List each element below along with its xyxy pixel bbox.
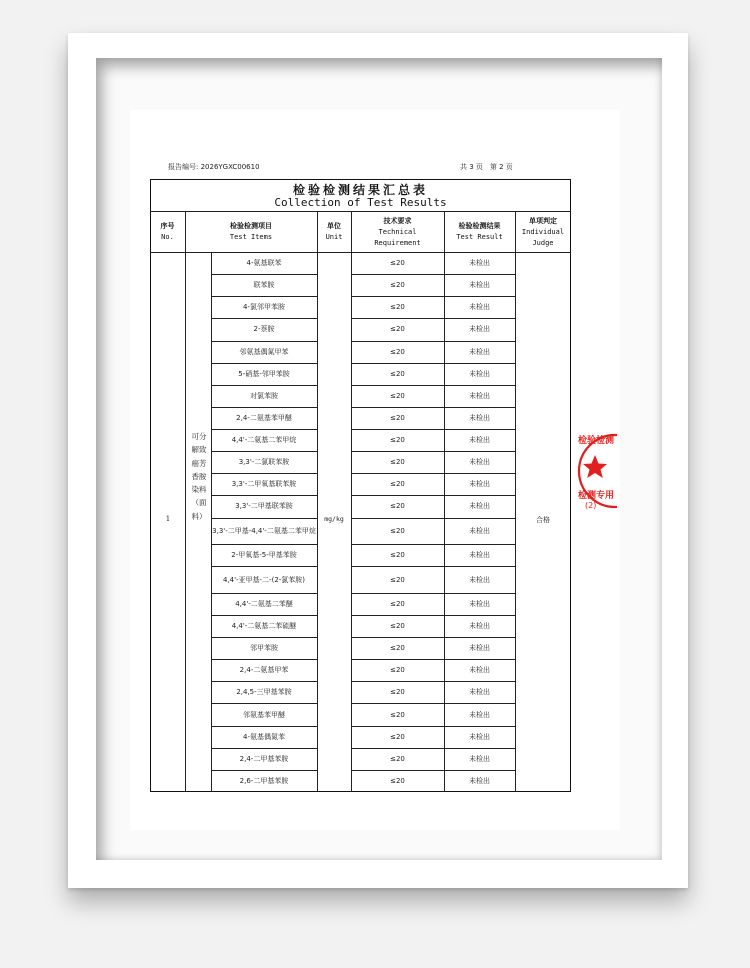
requirement-value: ≤20 bbox=[390, 575, 405, 584]
row-divider-item bbox=[211, 495, 317, 496]
test-result-value: 未检出 bbox=[469, 754, 490, 763]
test-item-name: 邻氨基偶氮甲苯 bbox=[239, 347, 289, 356]
judge-value: 合格 bbox=[536, 516, 550, 524]
row-divider-values bbox=[351, 296, 515, 297]
test-item-name: 4-氨基偶氮苯 bbox=[243, 732, 285, 741]
test-item-name: 联苯胺 bbox=[253, 281, 275, 290]
row-divider-values bbox=[351, 407, 515, 408]
test-item-name: 4,4'-二氨基二苯甲烷 bbox=[231, 436, 297, 445]
row-divider-item bbox=[211, 518, 317, 519]
header-result-en: Test Result bbox=[456, 233, 503, 241]
requirement-value: ≤20 bbox=[390, 303, 405, 312]
test-item-name: 2,4,5-三甲基苯胺 bbox=[236, 688, 292, 697]
row-divider-item bbox=[211, 296, 317, 297]
header-req-zh: 技术要求 bbox=[383, 216, 412, 225]
test-result-value: 未检出 bbox=[469, 666, 490, 675]
test-result-value: 未检出 bbox=[469, 480, 490, 489]
test-item-name: 4,4'-亚甲基-二-(2-氯苯胺) bbox=[222, 575, 306, 584]
requirement-value: ≤20 bbox=[390, 413, 405, 422]
requirement-value: ≤20 bbox=[390, 644, 405, 653]
row-divider-item bbox=[211, 726, 317, 727]
requirement-value: ≤20 bbox=[390, 754, 405, 763]
row-divider-item bbox=[211, 274, 317, 275]
test-item-name: 3,3'-二甲氧基联苯胺 bbox=[231, 480, 297, 489]
row-divider-item bbox=[211, 341, 317, 342]
category-label: 可分解致癌芳香胺染料（面料） bbox=[191, 432, 207, 521]
row-divider-values bbox=[351, 341, 515, 342]
test-result-value: 未检出 bbox=[469, 259, 490, 268]
header-result bbox=[444, 212, 515, 252]
test-item-name: 3,3'-二甲基-4,4'-二氨基二苯甲烷 bbox=[212, 526, 316, 535]
header-seq-en: No. bbox=[161, 233, 174, 241]
test-result-value: 未检出 bbox=[469, 710, 490, 719]
test-result-value: 未检出 bbox=[469, 622, 490, 631]
row-divider-values bbox=[351, 429, 515, 430]
row-divider-values bbox=[351, 726, 515, 727]
test-item-name: 5-硝基-邻甲苯胺 bbox=[238, 369, 290, 378]
row-divider-values bbox=[351, 615, 515, 616]
test-item-name: 2,4-二氨基甲苯 bbox=[239, 666, 289, 675]
test-result-value: 未检出 bbox=[469, 575, 490, 584]
row-divider-item bbox=[211, 566, 317, 567]
row-divider-values bbox=[351, 473, 515, 474]
test-result-value: 未检出 bbox=[469, 599, 490, 608]
test-result-value: 未检出 bbox=[469, 303, 490, 312]
row-divider-item bbox=[211, 318, 317, 319]
header-item bbox=[185, 212, 317, 252]
row-divider-values bbox=[351, 637, 515, 638]
requirement-value: ≤20 bbox=[390, 710, 405, 719]
row-divider-item bbox=[211, 681, 317, 682]
row-divider-item bbox=[211, 703, 317, 704]
test-item-name: 2-甲氧基-5-甲基苯胺 bbox=[231, 551, 297, 560]
header-judge-zh: 单项判定 bbox=[529, 216, 557, 225]
test-result-value: 未检出 bbox=[469, 644, 490, 653]
table-title-en: Collection of Test Results bbox=[274, 196, 447, 209]
requirement-value: ≤20 bbox=[390, 599, 405, 608]
row-divider-item bbox=[211, 451, 317, 452]
test-item-name: 2-萘胺 bbox=[253, 325, 275, 334]
requirement-value: ≤20 bbox=[390, 776, 405, 785]
header-judge bbox=[515, 212, 571, 252]
header-unit-en: Unit bbox=[325, 233, 343, 241]
header-item-en: Test Items bbox=[229, 233, 273, 241]
row-divider-values bbox=[351, 385, 515, 386]
header-item-zh: 检验检测项目 bbox=[230, 222, 272, 230]
row-divider-values bbox=[351, 659, 515, 660]
test-result-value: 未检出 bbox=[469, 551, 490, 560]
test-item-name: 对氯苯胺 bbox=[250, 391, 278, 400]
header-judge-en1: Individual bbox=[521, 227, 565, 236]
table-title-zh: 检验检测结果汇总表 bbox=[292, 183, 428, 197]
test-result-value: 未检出 bbox=[469, 688, 490, 697]
test-result-value: 未检出 bbox=[469, 325, 490, 334]
seal-star-icon bbox=[583, 455, 607, 478]
test-item-name: 3,3'-二甲基联苯胺 bbox=[235, 502, 293, 511]
test-result-value: 未检出 bbox=[469, 458, 490, 467]
row-seq-number: 1 bbox=[165, 515, 171, 523]
row-divider-values bbox=[351, 451, 515, 452]
test-item-name: 4,4'-二氨基二苯硫醚 bbox=[231, 622, 297, 631]
header-req-en2: Requirement bbox=[374, 238, 421, 247]
row-divider-values bbox=[351, 318, 515, 319]
requirement-value: ≤20 bbox=[390, 502, 405, 511]
test-result-value: 未检出 bbox=[469, 436, 490, 445]
col-line-result bbox=[515, 211, 516, 792]
test-item-name: 邻氨基苯甲醚 bbox=[243, 710, 285, 719]
row-divider-item bbox=[211, 593, 317, 594]
row-divider-values bbox=[351, 518, 515, 519]
header-result-zh: 检验检测结果 bbox=[458, 222, 501, 230]
row-divider-item bbox=[211, 615, 317, 616]
row-divider-values bbox=[351, 566, 515, 567]
row-divider-values bbox=[351, 495, 515, 496]
test-result-value: 未检出 bbox=[469, 347, 490, 356]
row-divider-item bbox=[211, 363, 317, 364]
requirement-value: ≤20 bbox=[390, 480, 405, 489]
header-unit bbox=[317, 212, 351, 252]
test-result-value: 未检出 bbox=[469, 502, 490, 511]
test-item-name: 4,4'-二氨基二苯醚 bbox=[235, 599, 293, 608]
report-number: 报告编号: 2026YGXC00610 bbox=[168, 163, 260, 171]
row-divider-item bbox=[211, 637, 317, 638]
requirement-value: ≤20 bbox=[390, 458, 405, 467]
requirement-value: ≤20 bbox=[390, 526, 405, 535]
test-item-name: 2,4-二甲基苯胺 bbox=[239, 754, 289, 763]
requirement-value: ≤20 bbox=[390, 325, 405, 334]
test-result-value: 未检出 bbox=[469, 776, 490, 785]
row-divider-item bbox=[211, 429, 317, 430]
unit-value: mg/kg bbox=[324, 515, 344, 523]
row-divider-item bbox=[211, 473, 317, 474]
header-unit-zh: 单位 bbox=[327, 222, 341, 230]
header-seq-zh: 序号 bbox=[160, 222, 175, 230]
test-item-name: 4-氯邻甲苯胺 bbox=[243, 303, 285, 312]
test-result-value: 未检出 bbox=[469, 281, 490, 290]
col-line-seq bbox=[185, 211, 186, 792]
row-divider-values bbox=[351, 703, 515, 704]
test-item-name: 3,3'-二氯联苯胺 bbox=[238, 458, 290, 467]
row-divider-item bbox=[211, 385, 317, 386]
seal-number: (2) bbox=[585, 501, 597, 510]
row-divider-item bbox=[211, 407, 317, 408]
test-item-name: 2,6-二甲基苯胺 bbox=[239, 776, 289, 785]
row-divider-item bbox=[211, 544, 317, 545]
test-result-value: 未检出 bbox=[469, 391, 490, 400]
row-divider-values bbox=[351, 593, 515, 594]
requirement-value: ≤20 bbox=[390, 622, 405, 631]
row-divider-values bbox=[351, 544, 515, 545]
header-seq bbox=[150, 212, 185, 252]
requirement-value: ≤20 bbox=[390, 281, 405, 290]
requirement-value: ≤20 bbox=[390, 732, 405, 741]
test-result-value: 未检出 bbox=[469, 369, 490, 378]
requirement-value: ≤20 bbox=[390, 666, 405, 675]
requirement-value: ≤20 bbox=[390, 369, 405, 378]
row-divider-values bbox=[351, 748, 515, 749]
test-result-value: 未检出 bbox=[469, 732, 490, 741]
requirement-value: ≤20 bbox=[390, 551, 405, 560]
row-divider-values bbox=[351, 681, 515, 682]
row-divider-values bbox=[351, 363, 515, 364]
row-divider-item bbox=[211, 659, 317, 660]
header-requirement bbox=[351, 212, 444, 252]
test-result-value: 未检出 bbox=[469, 413, 490, 422]
requirement-value: ≤20 bbox=[390, 259, 405, 268]
test-result-value: 未检出 bbox=[469, 526, 490, 535]
header-req-en1: Technical bbox=[378, 227, 417, 236]
header-judge-en2: Judge bbox=[532, 238, 554, 247]
row-divider-item bbox=[211, 770, 317, 771]
inspection-seal bbox=[577, 425, 617, 517]
test-item-name: 邻甲苯胺 bbox=[250, 644, 278, 653]
seal-top-text: 检验检测 bbox=[578, 436, 615, 446]
requirement-value: ≤20 bbox=[390, 347, 405, 356]
row-divider-item bbox=[211, 748, 317, 749]
test-item-name: 4-氨基联苯 bbox=[246, 259, 282, 268]
requirement-value: ≤20 bbox=[390, 688, 405, 697]
requirement-value: ≤20 bbox=[390, 391, 405, 400]
test-item-name: 2,4-二氨基苯甲醚 bbox=[236, 413, 292, 422]
requirement-value: ≤20 bbox=[390, 436, 405, 445]
page-info: 共 3 页 第 2 页 bbox=[460, 163, 513, 171]
row-divider-values bbox=[351, 274, 515, 275]
seal-bottom-text: 检测专用 bbox=[578, 491, 615, 501]
row-divider-values bbox=[351, 770, 515, 771]
col-line-item bbox=[317, 211, 318, 792]
